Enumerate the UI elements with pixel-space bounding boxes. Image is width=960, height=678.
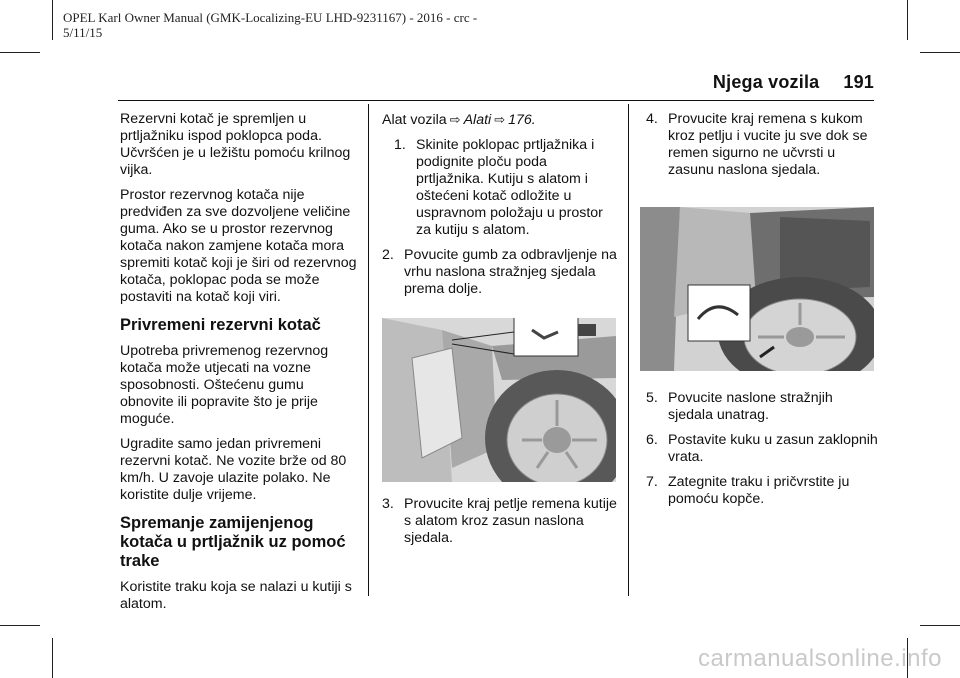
crop-mark bbox=[920, 52, 960, 53]
section-title: Njega vozila bbox=[712, 72, 820, 92]
column-1 bbox=[120, 111, 358, 621]
column-divider bbox=[628, 104, 629, 596]
step-text: Povucite naslone stražnjih sjedala unatrag. bbox=[668, 390, 833, 423]
header-rule bbox=[118, 100, 874, 101]
step-text: Provucite kraj petlje remena kutije s alatom kroz zasun naslona sjedala. bbox=[404, 496, 617, 546]
step-text: Provucite kraj remena s kukom kroz petlju i vucite ju sve dok se remen sigurno ne učvrsti u zasunu naslona sjedala. bbox=[668, 111, 868, 178]
paragraph: Ugradite samo jedan privremeni rezervni kotač. Ne vozite brže od 80 km/h. U zavoje ulazite polako. Ne koristite dulje vrijeme. bbox=[120, 436, 347, 503]
crop-mark bbox=[907, 0, 908, 40]
step-number: 3. bbox=[382, 496, 394, 512]
step-7 bbox=[646, 474, 878, 508]
column-3-lower bbox=[646, 390, 878, 516]
column-2 bbox=[382, 111, 618, 306]
paragraph: Koristite traku koja se nalazi u kutiji s alatom. bbox=[120, 579, 352, 612]
running-head bbox=[713, 72, 874, 93]
crop-mark bbox=[52, 638, 53, 678]
reference-link[interactable]: Alati bbox=[463, 112, 492, 128]
trunk-strap-illustration bbox=[640, 207, 874, 371]
paragraph: Upotreba privremenog rezervnog kotača može utjecati na vozne sposobnosti. Oštećenu gumu obnovite ili popravite što je prije moguće. bbox=[120, 343, 329, 427]
column-divider bbox=[368, 104, 369, 596]
paragraph: Prostor rezervnog kotača nije predviđen za sve dozvoljene veličine guma. Ako se u prostor rezervnog kotača nakon zamjene kotača mora spremiti kotač koji je širi od rezervnog kotača, poklopac poda se može postaviti na kotač koji viri. bbox=[120, 187, 357, 305]
step-text: Skinite poklopac prtljažnika i podignite ploču poda prtljažnika. Kutiju s alatom i oštećeni kotač odložite u uspravnom položaju u prostor za kutiju s alatom. bbox=[416, 137, 603, 238]
step-number: 7. bbox=[646, 474, 658, 490]
step-number: 6. bbox=[646, 432, 658, 448]
tools-reference bbox=[382, 111, 618, 129]
meta-date: 5/11/15 bbox=[63, 25, 103, 40]
paragraph: Rezervni kotač je spremljen u prtljažniku ispod poklopca poda. Učvršćen je u ležištu pomoću krilnog vijka. bbox=[120, 111, 351, 178]
step-number: 5. bbox=[646, 390, 658, 406]
step-text: Zategnite traku i pričvrstite ju pomoću kopče. bbox=[668, 474, 850, 507]
step-2 bbox=[382, 247, 618, 298]
figure-strap-hook bbox=[640, 207, 874, 371]
reference-page[interactable]: 176. bbox=[508, 112, 536, 128]
page-reference-arrow-icon: ⇨ bbox=[494, 112, 506, 127]
document-meta bbox=[63, 10, 543, 40]
step-number: 2. bbox=[382, 247, 394, 263]
page-reference-arrow-icon: ⇨ bbox=[449, 112, 461, 127]
step-number: 1. bbox=[394, 137, 406, 153]
crop-mark bbox=[0, 52, 40, 53]
figure-seat-latch bbox=[382, 318, 616, 482]
reference-text: Alat vozila bbox=[382, 112, 447, 128]
crop-mark bbox=[0, 625, 40, 626]
step-3 bbox=[382, 496, 618, 547]
page-number: 191 bbox=[843, 72, 874, 92]
crop-mark bbox=[920, 625, 960, 626]
step-number: 4. bbox=[646, 111, 658, 127]
step-6 bbox=[646, 432, 878, 466]
step-text: Povucite gumb za odbravljenje na vrhu naslona stražnjeg sjedala prema dolje. bbox=[404, 247, 617, 297]
heading-stowing-wheel: Spremanje zamijenjenog kotača u prtljažnik uz pomoć trake bbox=[120, 514, 346, 570]
step-text: Postavite kuku u zasun zaklopnih vrata. bbox=[668, 432, 878, 465]
step-4 bbox=[646, 111, 878, 179]
column-3 bbox=[646, 111, 878, 187]
heading-temporary-spare: Privremeni rezervni kotač bbox=[120, 316, 321, 334]
step-1 bbox=[382, 137, 618, 239]
trunk-illustration bbox=[382, 318, 616, 482]
column-2-lower bbox=[382, 496, 618, 555]
step-5 bbox=[646, 390, 878, 424]
crop-mark bbox=[52, 0, 53, 40]
meta-line: OPEL Karl Owner Manual (GMK-Localizing-EU LHD-9231167) - 2016 - crc - bbox=[63, 10, 478, 25]
watermark: carmanualsonline.info bbox=[698, 645, 942, 672]
